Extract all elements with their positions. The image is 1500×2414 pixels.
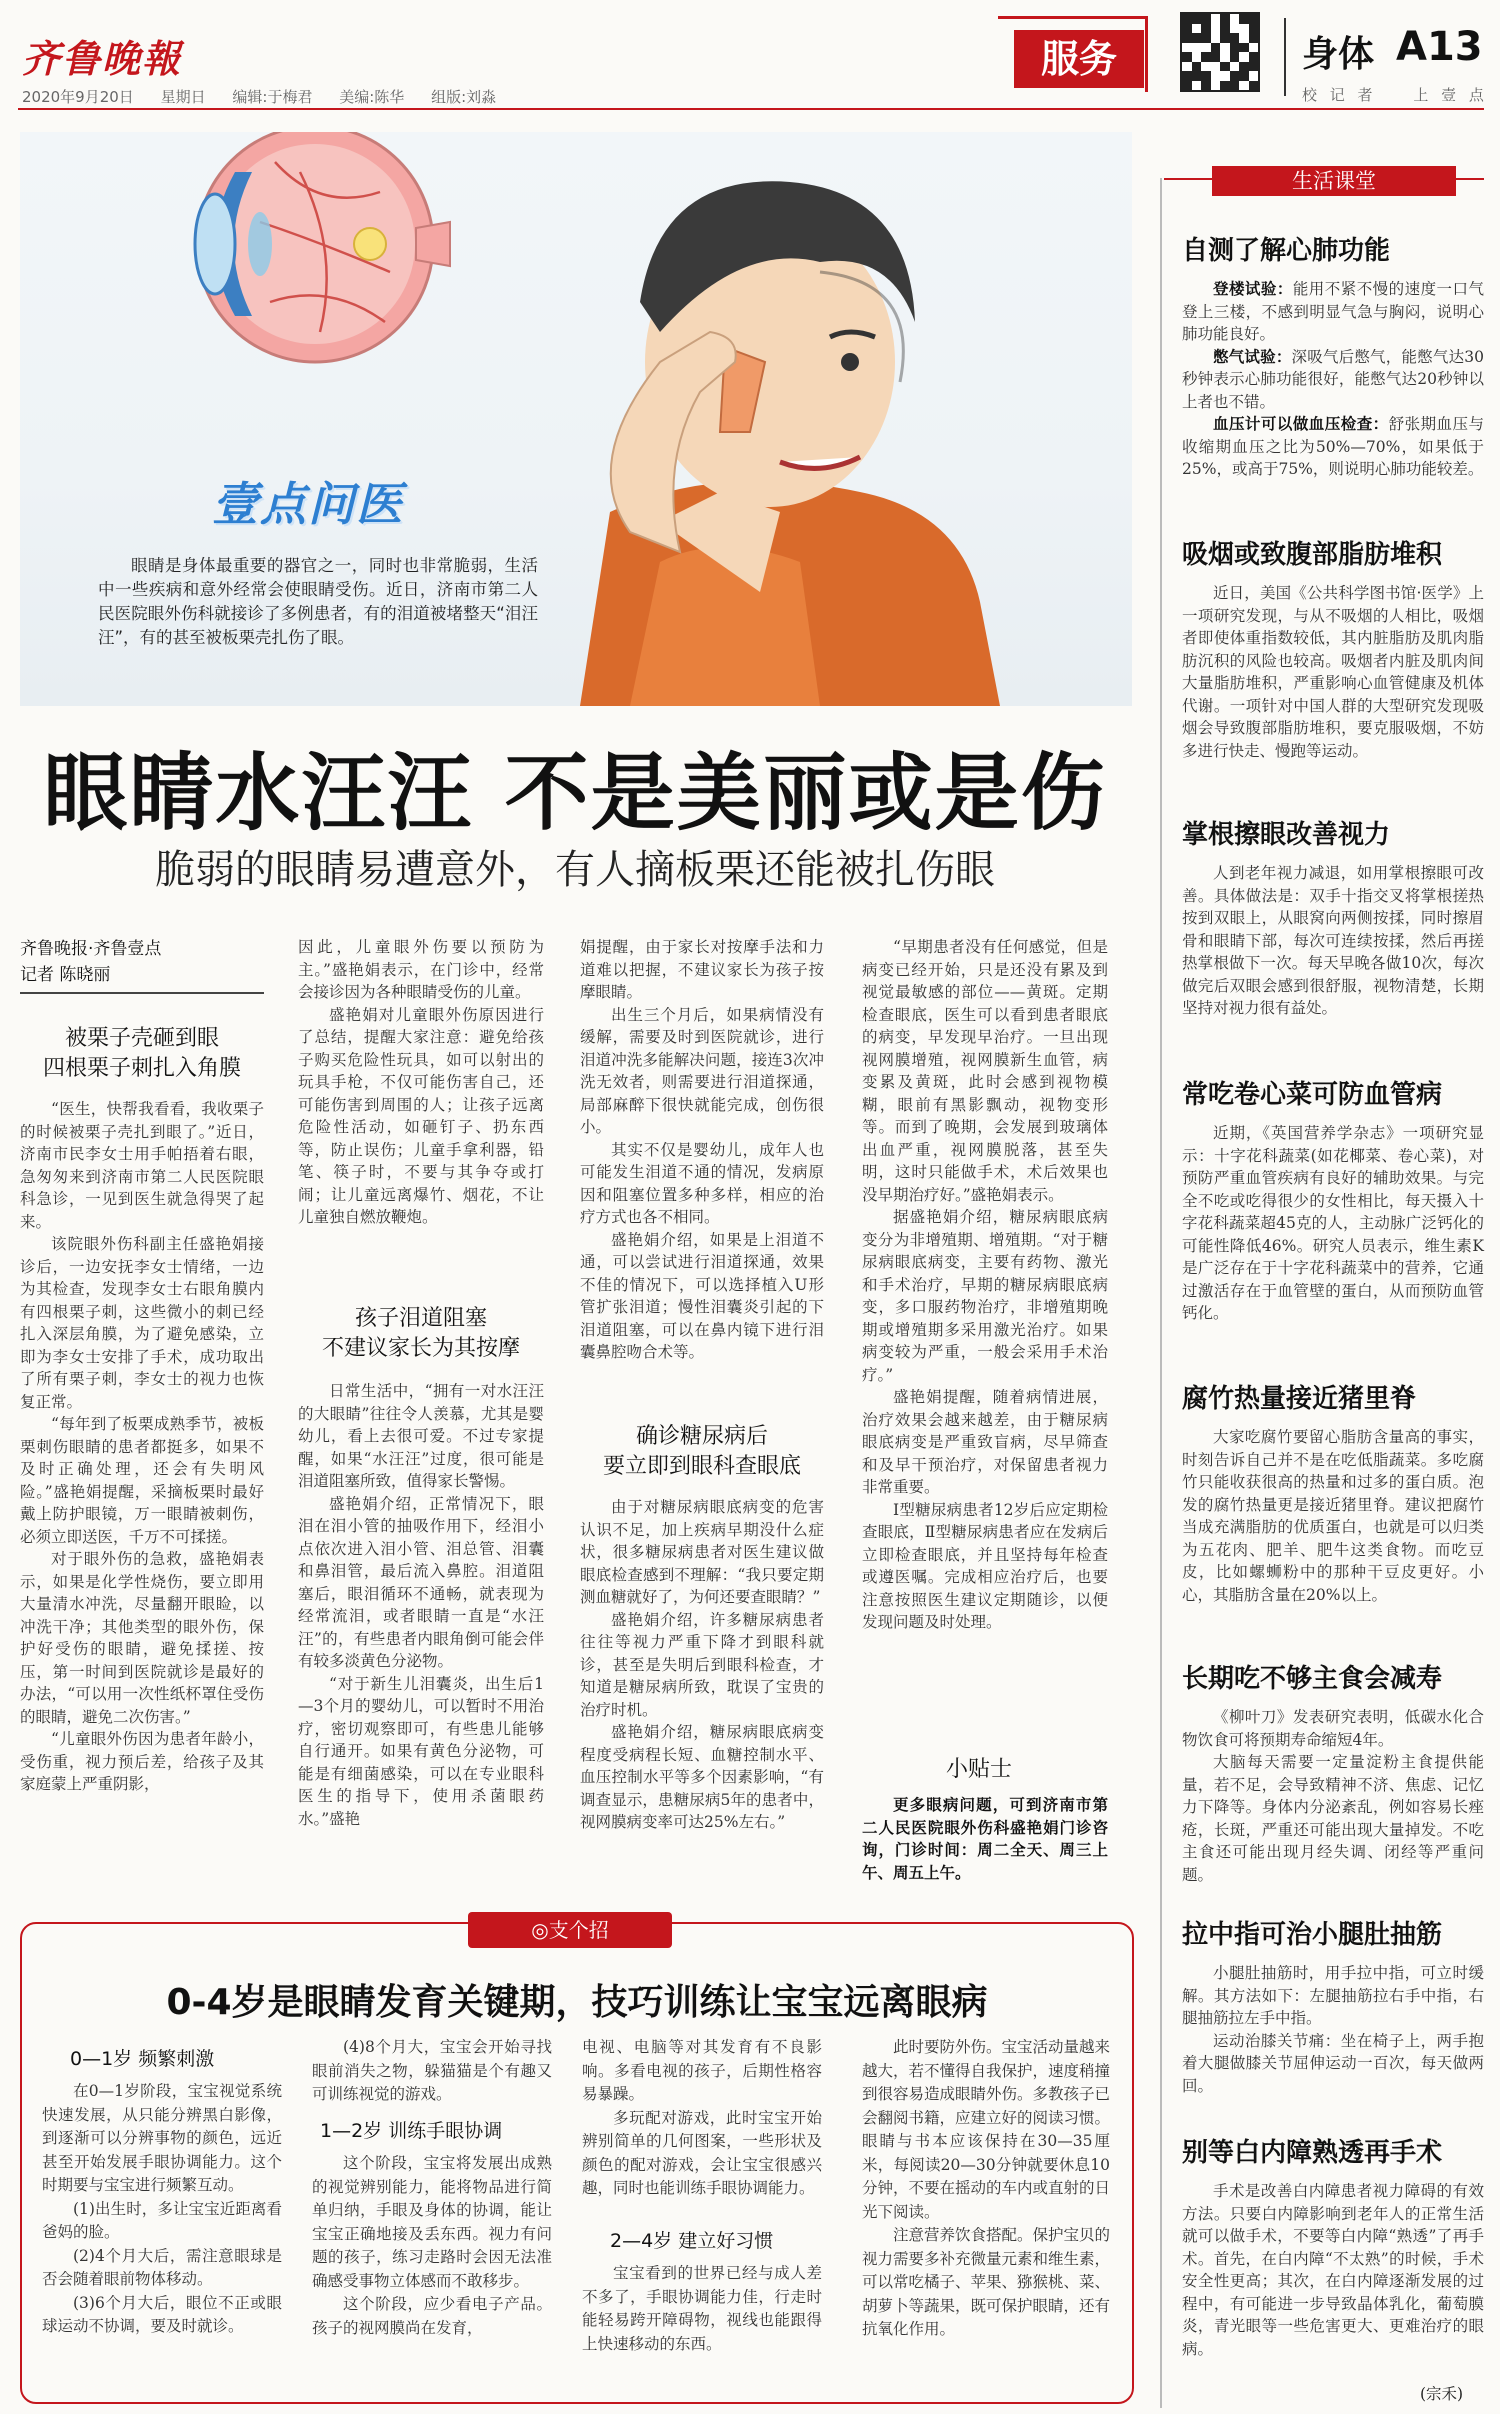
article-lead: 眼睛是身体最重要的器官之一，同时也非常脆弱，生活中一些疾病和意外经常会使眼睛受伤。近日，济南市第二人民医院眼外伤科就接诊了多例患者，有的泪道被堵整天“泪汪汪”，有的甚至被板栗壳扎伤了眼。 (98, 556, 538, 647)
paragraph: “医生，快帮我看看，我收栗子的时候被栗子壳扎到眼了。”近日，济南市民李女士用手帕捂着右眼，急匆匆来到济南市第二人民医院眼科急诊，一见到医生就急得哭了起来。 (20, 1100, 264, 1231)
paragraph: 此时要防外伤。宝宝活动量越来越大，若不懂得自我保护，速度稍撞到很容易造成眼睛外伤。多教孩子已会翻阅书籍，应建立好的阅读习惯。眼睛与书本应该保持在30—35厘米，每阅读20—30分钟就要休息10分钟，不要在摇动的车内或直射的日光下阅读。 (862, 2038, 1111, 2221)
paragraph: 因此，儿童眼外伤要以预防为主。”盛艳娟表示，在门诊中，经常会接诊因为各种眼睛受伤的儿童。 (298, 938, 544, 1001)
tips-tab: ◎支个招 (468, 1912, 672, 1948)
tips-column-3b (582, 2262, 822, 2356)
sidebar-signature: (宗禾) (1420, 2385, 1464, 2403)
paragraph: 大脑每天需要一定量淀粉主食提供能量，若不足，会导致精神不济、焦虑、记忆力下降等。身体内分泌紊乱，例如容易长痤疮，长斑，严重还可能出现大量掉发。不吃主食还可能出现月经失调、闭经等严重问题。 (1182, 1753, 1484, 1884)
article-headline: 眼睛水汪汪 不是美丽或是伤 (43, 744, 1107, 842)
paragraph: 运动治膝关节痛：坐在椅子上，两手抱着大腿做膝关节屈伸运动一百次，每天做两回。 (1182, 2031, 1484, 2095)
sidebar-body-cabbage: 近期，《英国营养学杂志》一项研究显示：十字花科蔬菜(如花椰菜、卷心菜)，对预防严重血管疾病有良好的辅助效果。与完全不吃或吃得很少的女性相比，每天摄入十字花科蔬菜超45克的人，主动脉广泛钙化的可能性降低46%。研究人员表示，维生素K是广泛存在于十字花科蔬菜中的营养，它通过激活存在于血管壁的蛋白，从而预防血管钙化。 (1182, 1124, 1484, 1322)
article-column-2b (298, 1380, 544, 1830)
paragraph: 小腿肚抽筋时，用手拉中指，可立时缓解。其方法如下：左腿抽筋拉右手中指，右腿抽筋拉左手中指。 (1182, 1964, 1484, 2027)
byline-reporter: 记者 陈晓丽 (20, 965, 111, 985)
article-column-2a (298, 936, 544, 1229)
tip-title: 小贴士 (946, 1757, 1013, 1782)
tips-subtitle-0-1: 0—1岁 频繁刺激 (70, 2048, 215, 2070)
sidebar-body-heart-lung (1182, 278, 1484, 481)
tips-column-3a (582, 2036, 822, 2201)
paragraph: 在0—1岁阶段，宝宝视觉系统快速发展，从只能分辨黑白影像，到逐渐可以分辨事物的颜色，远近甚至开始发展手眼协调能力。这个时期要与宝宝进行频繁互动。 (42, 2082, 282, 2194)
paragraph: “每年到了板栗成熟季节，被板栗刺伤眼睛的患者都挺多，如果不及时正确处理，还会有失明风险。”盛艳娟提醒，采摘板栗时最好戴上防护眼镜，万一眼睛被刺伤，必须立即送医，千万不可揉搓。 (20, 1415, 264, 1546)
article-subhead: 脆弱的眼睛易遭意外，有人摘板栗还能被扎伤眼 (155, 847, 995, 893)
tips-column-4 (862, 2036, 1110, 2342)
byline-rule (20, 992, 264, 994)
paragraph: “儿童眼外伤因为患者年龄小，受伤重，视力预后差，给孩子及其家庭蒙上严重阴影， (20, 1730, 264, 1793)
issue-weekday: 星期日 (160, 88, 206, 106)
paragraph: “对于新生儿泪囊炎，出生后1—3个月的婴幼儿，可以暂时不用治疗，密切观察即可，有些患儿能够自行通开。如果有黄色分泌物，可能是有细菌感染，可以在专业眼科医生的指导下，使用杀菌眼药水。”盛艳 (298, 1674, 544, 1828)
sidebar-heading-cramp: 拉中指可治小腿肚抽筋 (1182, 1920, 1443, 1950)
sidebar-tab: 生活课堂 (1212, 166, 1456, 196)
tips-subtitle-1-2: 1—2岁 训练手眼协调 (320, 2120, 503, 2142)
section-name: 身体 (1302, 34, 1375, 75)
man-rubbing-eye-illustration (580, 181, 1000, 706)
sidebar-body-palm-rub: 人到老年视力减退，如用掌根擦眼可改善。具体做法是：双手十指交叉将掌根搓热按到双眼上，从眼窝向两侧按揉，同时擦眉骨和眼睛下部，每次可连续按揉，然后再搓热掌根做下一次。每天早晚各做10次，每次做完后双眼会感到很舒服，视物清楚，长期坚持对视力很有益处。 (1182, 864, 1484, 1017)
subtitle-line: 四根栗子刺扎入角膜 (42, 1056, 241, 1081)
article-column-3b (580, 1496, 824, 1834)
paragraph-text: 舒张期血压与收缩期血压之比为50%—70%，如果低于25%，或高于75%，则说明心肺功能较差。 (1182, 415, 1484, 478)
paragraph: “早期患者没有任何感觉，但是病变已经开始，只是还没有累及到视觉最敏感的部位——黄斑。定期检查眼底，医生可以看到患者眼底的病变，早发现早治疗。一旦出现视网膜增殖，视网膜新生血管，病变累及黄斑，此时会感到视物模糊，眼前有黑影飘动，视物变形等。而到了晚期，会发展到玻璃体出血严重，视网膜脱落，甚至失明，这时只能做手术，术后效果也没早期治疗好。”盛艳娟表示。 (862, 938, 1108, 1204)
sidebar-body-staple-food (1182, 1706, 1484, 1886)
sidebar-body-cataract: 手术是改善白内障患者视力障碍的有效方法。只要白内障影响到老年人的正常生活就可以做手术，不要等白内障“熟透”了再手术。首先，在白内障“不太熟”的时候，手术安全性更高；其次，在白内障逐渐发展的过程中，有可能进一步导致晶体乳化，葡萄膜炎，青光眼等一些危害更大、更难治疗的眼病。 (1182, 2182, 1484, 2358)
paragraph: 其实不仅是婴幼儿，成年人也可能发生泪道不通的情况，发病原因和阻塞位置多种多样，相应的治疗方式也各不相同。 (580, 1140, 824, 1226)
paragraph: 电视、电脑等对其发育有不良影响。多看电视的孩子，后期性格容易暴躁。 (582, 2038, 822, 2103)
paragraph: 由于对糖尿病眼底病变的危害认识不足，加上疾病早期没什么症状，很多糖尿病患者对医生建议做眼底检查感到不理解：“我只要定期测血糖就好了，为何还要查眼睛？” (580, 1498, 824, 1606)
tips-headline: 0-4岁是眼睛发育关键期，技巧训练让宝宝远离眼病 (166, 1982, 988, 2023)
paragraph-text: 深吸气后憋气，能憋气达30秒钟表示心肺功能很好，能憋气达20秒钟以上者也不错。 (1182, 347, 1484, 411)
keyword: 血压计可以做血压检查： (1213, 414, 1389, 433)
article-column-4 (862, 936, 1108, 1634)
paragraph: (1)出生时，多让宝宝近距离看爸妈的脸。 (42, 2199, 282, 2241)
paragraph: 盛艳娟介绍，如果是上泪道不通，可以尝试进行泪道探通，效果不佳的情况下，可以选择植入U形管扩张泪道；慢性泪囊炎引起的下泪道阻塞，可以在鼻内镜下进行泪囊鼻腔吻合术等。 (580, 1230, 824, 1361)
page-number: A13 (1396, 24, 1483, 70)
qr-code-icon[interactable] (1180, 12, 1260, 92)
article-column-1 (20, 1098, 264, 1796)
paragraph: 盛艳娟对儿童眼外伤原因进行了总结，提醒大家注意：避免给孩子购买危险性玩具，如可以射出的玩具手枪，不仅可能伤害自己，还可能伤害到周围的人；让孩子远离危险性活动，如砸钉子、扔东西等，防止误伤；儿童手拿利器，铅笔、筷子时，不要与其争夺或打闹；让儿童远离爆竹、烟花，不让儿童独自燃放鞭炮。 (298, 1005, 544, 1226)
keyword: 登楼试验： (1213, 279, 1293, 298)
paragraph: 据盛艳娟介绍，糖尿病眼底病变分为非增殖期、增殖期。“对于糖尿病眼底病变，主要有药物、激光和手术治疗，早期的糖尿病眼底病变，多口服药物治疗，非增殖期晚期或增殖期多采用激光治疗。如果病变较为严重，一般会采用手术治疗。” (862, 1208, 1108, 1384)
paragraph: 盛艳娟介绍，糖尿病眼底病变程度受病程长短、血糖控制水平、血压控制水平等多个因素影响，“有调查显示，患糖尿病5年的患者中，视网膜病变率可达25%左右。” (580, 1723, 824, 1831)
paragraph: 注意营养饮食搭配。保护宝贝的视力需要多补充微量元素和维生素，可以常吃橘子、苹果、猕猴桃、菜、胡萝卜等蔬果，既可保护眼睛，还有抗氧化作用。 (862, 2226, 1111, 2338)
paragraph: 对于眼外伤的急救，盛艳娟表示，如果是化学性烧伤，要立即用大量清水冲洗，尽量翻开眼睑，以冲洗干净；其他类型的眼外伤，保护好受伤的眼睛，避免揉搓、按压，第一时间到医院就诊是最好的办法，“可以用一次性纸杯罩住受伤的眼睛，避免二次伤害。” (20, 1550, 264, 1726)
sidebar-heading-palm-rub: 掌根擦眼改善视力 (1182, 820, 1391, 850)
column-tag: 壹点问医 (212, 477, 404, 531)
paragraph: 盛艳娟提醒，随着病情进展，治疗效果会越来越差，由于糖尿病眼底病变是严重致盲病，尽早筛查和及早干预治疗，对保留患者视力非常重要。 (862, 1388, 1108, 1496)
subtitle-chestnut (20, 1024, 264, 1084)
paragraph (1182, 413, 1484, 481)
paragraph: (3)6个月大后，眼位不正或眼球运动不协调，要及时就诊。 (42, 2293, 282, 2335)
subtitle-line: 孩子泪道阻塞 (354, 1306, 487, 1331)
subtitle-line: 被栗子壳砸到眼 (64, 1026, 219, 1051)
paragraph (1182, 346, 1484, 414)
tip-body: 更多眼病问题，可到济南市第二人民医院眼外伤科盛艳娟门诊咨询，门诊时间：周二全天、周三上午、周五上午。 (862, 1796, 1108, 1882)
paragraph: 这个阶段，宝宝将发展出成熟的视觉辨别能力，能将物品进行简单归纳，手眼及身体的协调，能让宝宝正确地接及丢东西。视力有问题的孩子，练习走路时会因无法准确感受事物立体感而不敢移步。 (312, 2154, 552, 2290)
sidebar-heading-staple-food: 长期吃不够主食会减寿 (1182, 1664, 1443, 1694)
sidebar-divider (1160, 178, 1162, 2408)
subtitle-line: 确诊糖尿病后 (635, 1424, 768, 1449)
paragraph: Ⅰ型糖尿病患者12岁后应定期检查眼底，Ⅱ型糖尿病患者应在发病后立即检查眼底，并且坚持每年检查或遵医嘱。完成相应治疗后，也要注意按照医生建议定期随诊，以便发现问题及时处理。 (862, 1500, 1108, 1631)
tips-column-2a (312, 2036, 552, 2107)
paragraph: 盛艳娟介绍，正常情况下，眼泪在泪小管的抽吸作用下，经泪小点依次进入泪小管、泪总管、泪囊和鼻泪管，最后流入鼻腔。泪道阻塞后，眼泪循环不通畅，就表现为经常流泪，或者眼睛一直是“水汪汪”的，有些患者内眼角倒可能会伴有较多淡黄色分泌物。 (298, 1494, 544, 1670)
sidebar-heading-cataract: 别等白内障熟透再手术 (1182, 2138, 1443, 2168)
masthead-logo: 齐鲁晚報 (22, 36, 183, 81)
sidebar-heading-heart-lung: 自测了解心肺功能 (1182, 236, 1391, 266)
paragraph: 多玩配对游戏，此时宝宝开始辨别简单的几何图案，一些形状及颜色的配对游戏，会让宝宝很感兴趣，同时也能训练手眼协调能力。 (582, 2108, 822, 2197)
sidebar-heading-cabbage: 常吃卷心菜可防血管病 (1182, 1080, 1443, 1110)
subtitle-diabetes (580, 1422, 824, 1482)
sidebar-heading-smoking: 吸烟或致腹部脂肪堆积 (1182, 540, 1443, 570)
paragraph: 该院眼外伤科副主任盛艳娟接诊后，一边安抚李女士情绪，一边为其检查，发现李女士右眼角膜内有四根栗子刺，这些微小的刺已经扎入深层角膜，为了避免感染，立即为李女士安排了手术，成功取出了所有栗子刺，李女士的视力也恢复正常。 (20, 1235, 264, 1411)
editor-credit: 编辑:于梅君 (232, 88, 313, 106)
paragraph: (2)4个月大后，需注意眼球是否会随着眼前物体移动。 (42, 2246, 282, 2288)
subtitle-tear-duct (298, 1304, 544, 1364)
header-rule (18, 108, 1484, 110)
subtitle-line: 要立即到眼科查眼底 (602, 1454, 801, 1479)
dateline (22, 86, 518, 107)
reporter-credit (1302, 84, 1500, 105)
header-divider (1284, 18, 1286, 96)
credit-name: 上 壹 点 (1413, 86, 1488, 104)
paragraph: 这个阶段，应少看电子产品。孩子的视网膜尚在发育， (312, 2295, 552, 2337)
sidebar-body-tofu-skin: 大家吃腐竹要留心脂肪含量高的事实，时刻告诉自己并不是在吃低脂蔬菜。多吃腐竹只能收获很高的热量和过多的蛋白质。泡发的腐竹热量更是接近猪里脊。建议把腐竹当成充满脂肪的优质蛋白，也就是可以归类为五花肉、肥羊、肥牛这类食物。而吃豆皮，比如螺蛳粉中的那种干豆皮更好。小心，其脂肪含量在20%以上。 (1182, 1428, 1484, 1604)
paragraph: 娟提醒，由于家长对按摩手法和力道难以把握，不建议家长为孩子按摩眼睛。 (580, 938, 824, 1001)
section-tag: 服务 (1014, 30, 1144, 88)
subtitle-line: 不建议家长为其按摩 (321, 1336, 520, 1361)
sidebar-body-smoking: 近日，美国《公共科学图书馆·医学》上一项研究发现，与从不吸烟的人相比，吸烟者即使体重指数较低，其内脏脂肪及肌肉脂肪沉积的风险也较高。吸烟者内脏及肌肉间大量脂肪堆积，严重影响心血管健康及机体代谢。一项针对中国人群的大型研究发现吸烟会导致腹部脂肪堆积，要克服吸烟，不妨多进行快走、慢跑等运动。 (1182, 584, 1484, 760)
issue-date: 2020年9月20日 (22, 88, 134, 106)
tips-column-2b (312, 2152, 552, 2340)
paragraph: (4)8个月大，宝宝会开始寻找眼前消失之物，躲猫猫是个有趣又可训练视觉的游戏。 (312, 2038, 552, 2103)
layout-credit: 组版:刘淼 (431, 88, 497, 106)
keyword: 憋气试验： (1213, 346, 1292, 366)
byline-source: 齐鲁晚报·齐鲁壹点 (20, 939, 162, 959)
paragraph-text: 能用不紧不慢的速度一口气登上三楼，不感到明显气急与胸闷，说明心肺功能良好。 (1182, 280, 1484, 343)
art-credit: 美编:陈华 (339, 88, 405, 106)
paragraph: 出生三个月后，如果病情没有缓解，需要及时到医院就诊，进行泪道冲洗多能解决问题，接连3次冲洗无效者，则需要进行泪道探通，局部麻醉下很快就能完成，创伤很小。 (580, 1005, 824, 1136)
eyeball-diagram-icon (195, 132, 450, 362)
paragraph: 盛艳娟介绍，许多糖尿病患者往往等视力严重下降才到眼科就诊，甚至是失明后到眼科检查，才知道是糖尿病所致，耽误了宝贵的治疗时机。 (580, 1610, 824, 1719)
sidebar-body-cramp (1182, 1962, 1484, 2097)
tips-column-1 (42, 2080, 282, 2339)
paragraph: 宝宝看到的世界已经与成人差不多了，手眼协调能力佳，行走时能轻易跨开障碍物，视线也能跟得上快速移动的东西。 (582, 2264, 822, 2353)
article-column-3a (580, 936, 824, 1364)
paragraph (1182, 278, 1484, 346)
credit-role: 校 记 者 (1302, 86, 1377, 104)
byline (20, 936, 161, 988)
tips-subtitle-2-4: 2—4岁 建立好习惯 (610, 2230, 774, 2252)
paragraph: 日常生活中，“拥有一对水汪汪的大眼睛”往往令人羡慕，尤其是婴幼儿，看上去很可爱。不过专家提醒，如果“水汪汪”过度，很可能是泪道阻塞所致，值得家长警惕。 (298, 1382, 544, 1490)
sidebar-heading-tofu-skin: 腐竹热量接近猪里脊 (1182, 1384, 1417, 1414)
paragraph: 《柳叶刀》发表研究表明，低碳水化合物饮食可将预期寿命缩短4年。 (1182, 1708, 1484, 1749)
